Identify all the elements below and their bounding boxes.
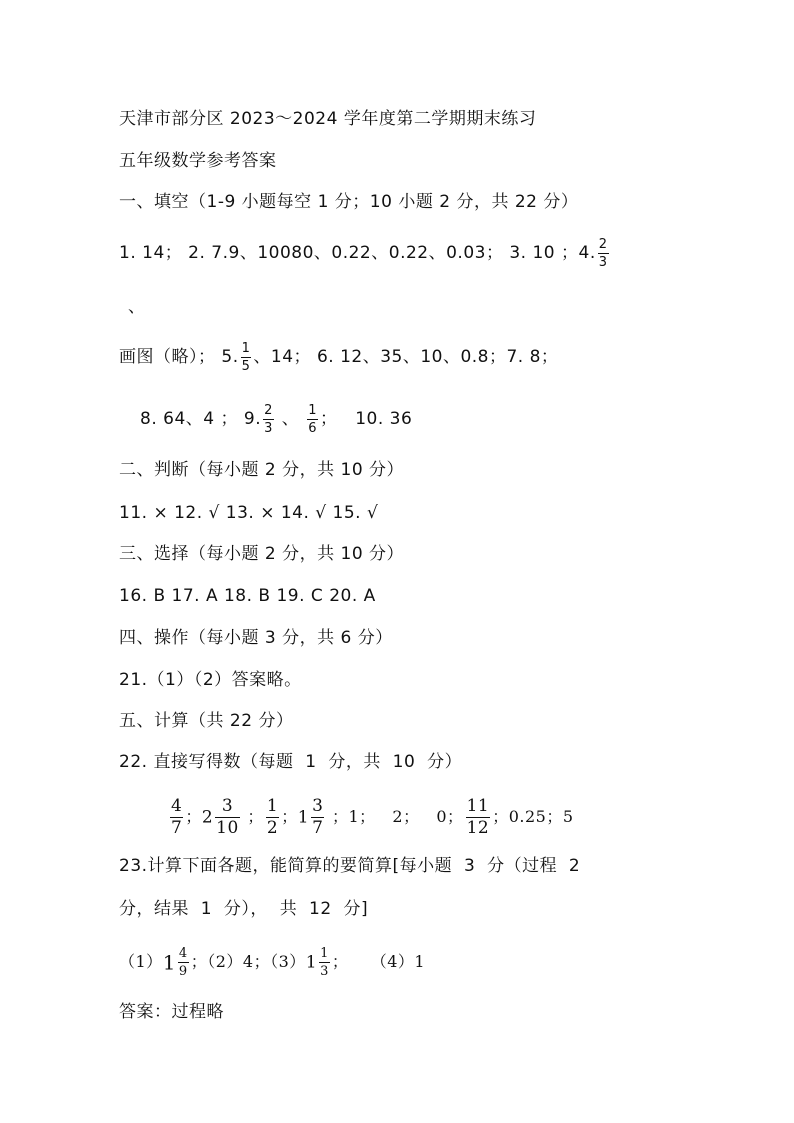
- mixed-number: 1 $\frac{1}{3}$: [305, 946, 329, 979]
- answer-text: ；（2）4；（3）: [190, 952, 306, 971]
- answer-text: （1）: [119, 952, 163, 971]
- mixed-number: 1 $\frac{4}{9}$: [162, 946, 188, 979]
- fraction: $\frac{4}{7}$: [171, 796, 183, 838]
- fraction: $\frac{2}{3}$: [264, 402, 273, 436]
- fraction: $\frac{2}{3}$: [598, 236, 608, 270]
- answer-text: ； 10. 36: [319, 409, 413, 429]
- separator: ；: [281, 807, 298, 826]
- answer-text: 、14； 6. 12、35、10、0.8；7. 8；: [253, 347, 559, 367]
- section-4-answers: 21.（1）（2）答案略。: [119, 670, 302, 690]
- section-1-line-2: 、: [128, 297, 146, 317]
- question-23-line-2: 分，结果 1 分）， 共 12 分]: [119, 899, 369, 919]
- question-23-line-1: 23.计算下面各题，能简算的要简算[每小题 3 分（过程 2: [119, 856, 581, 876]
- answer-text: ；1； 2； 0；: [326, 807, 464, 826]
- answer-text: 、: [275, 409, 306, 429]
- mixed-number: 2 $\frac{3}{10}$: [201, 796, 239, 838]
- mixed-number: 1 $\frac{3}{7}$: [297, 796, 324, 838]
- fraction: $\frac{11}{12}$: [466, 796, 490, 838]
- section-3-header: 三、选择（每小题 2 分，共 10 分）: [119, 544, 405, 564]
- section-1-header: 一、填空（1-9 小题每空 1 分；10 小题 2 分，共 22 分）: [119, 192, 579, 212]
- question-23-answers: [119, 940, 425, 984]
- fraction: $\frac{1}{6}$: [308, 402, 317, 436]
- fraction: $\frac{1}{2}$: [266, 796, 279, 838]
- answer-text: 画图（略）； 5.: [119, 347, 239, 367]
- separator: ；: [185, 807, 202, 826]
- question-22-header: 22. 直接写得数（每题 1 分，共 10 分）: [119, 752, 463, 772]
- section-2-answers: 11. × 12. √ 13. × 14. √ 15. √: [119, 503, 379, 523]
- answer-text: ； （4）1: [331, 952, 426, 971]
- separator: ；: [241, 807, 264, 826]
- section-1-line-4: [140, 397, 412, 441]
- section-2-header: 二、判断（每小题 2 分，共 10 分）: [119, 460, 405, 480]
- answer-text: 8. 64、4 ； 9.: [140, 409, 262, 429]
- section-1-line-3: [119, 337, 558, 377]
- question-22-answers: [168, 792, 574, 842]
- section-4-header: 四、操作（每小题 3 分，共 6 分）: [119, 628, 393, 648]
- page-title: 天津市部分区 2023～2024 学年度第二学期期末练习: [119, 109, 537, 129]
- answer-text: 1. 14； 2. 7.9、10080、0.22、0.22、0.03； 3. 10 ；4.: [119, 243, 596, 263]
- section-1-line-1: [119, 233, 611, 273]
- section-3-answers: 16. B 17. A 18. B 19. C 20. A: [119, 586, 376, 606]
- section-5-header: 五、计算（共 22 分）: [119, 711, 294, 731]
- answer-text: ；0.25；5: [492, 807, 574, 826]
- final-note: 答案：过程略: [119, 1002, 224, 1022]
- page-subtitle: 五年级数学参考答案: [119, 151, 277, 171]
- fraction: $\frac{1}{5}$: [241, 340, 251, 374]
